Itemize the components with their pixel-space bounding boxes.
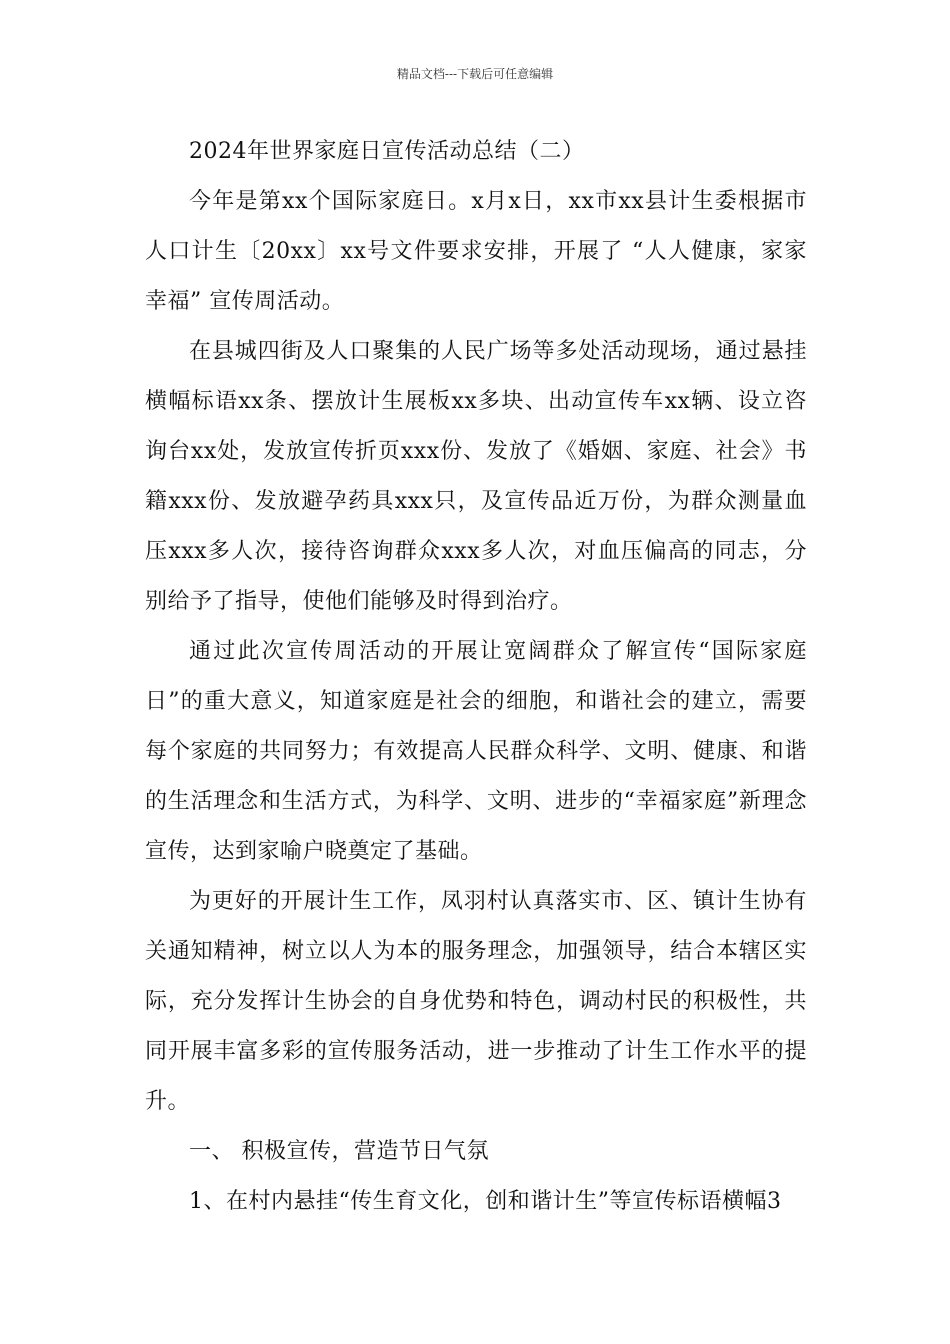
paragraph-3: 通过此次宣传周活动的开展让宽阔群众了解宣传“国际家庭日”的重大意义，知道家庭是社会的细胞，和谐社会的建立，需要每个家庭的共同努力；有效提高人民群众科学、文明、健康、和谐的生活理念和生活方式，为科学、文明、进步的“幸福家庭”新理念宣传，达到家喻户晓奠定了基础。 [145,639,807,864]
paragraph-5: 1、在村内悬挂“传生育文化，创和谐计生”等宣传标语横幅3 [189,1189,782,1214]
paragraph-4: 为更好的开展计生工作，凤羽村认真落实市、区、镇计生协有关通知精神，树立以人为本的服务理念，加强领导，结合本辖区实际，充分发挥计生协会的自身优势和特色，调动村民的积极性，共同开展丰富多彩的宣传服务活动，进一步推动了计生工作水平的提升。 [145,889,807,1114]
paragraph-1: 今年是第xx个国际家庭日。x月x日，xx市xx县计生委根据市人口计生〔20xx〕xx号文件要求安排，开展了 “人人健康，家家幸福” 宣传周活动。 [145,189,807,314]
section-heading: 一、 积极宣传，营造节日气氛 [189,1139,489,1164]
paragraph-2: 在县城四街及人口聚集的人民广场等多处活动现场，通过悬挂横幅标语xx条、摆放计生展板xx多块、出动宣传车xx辆、设立咨询台xx处，发放宣传折页xxx份、发放了《婚姻、家庭、社会》书籍xxx份、发放避孕药具xxx只，及宣传品近万份，为群众测量血压xxx多人次，接待咨询群众xxx多人次，对血压偏高的同志，分别给予了指导，使他们能够及时得到治疗。 [145,339,807,614]
document-body [145,127,807,1227]
document-title: 2024年世界家庭日宣传活动总结（二） [189,139,585,164]
page-header: 精品文档---下载后可任意编辑 [396,67,554,81]
